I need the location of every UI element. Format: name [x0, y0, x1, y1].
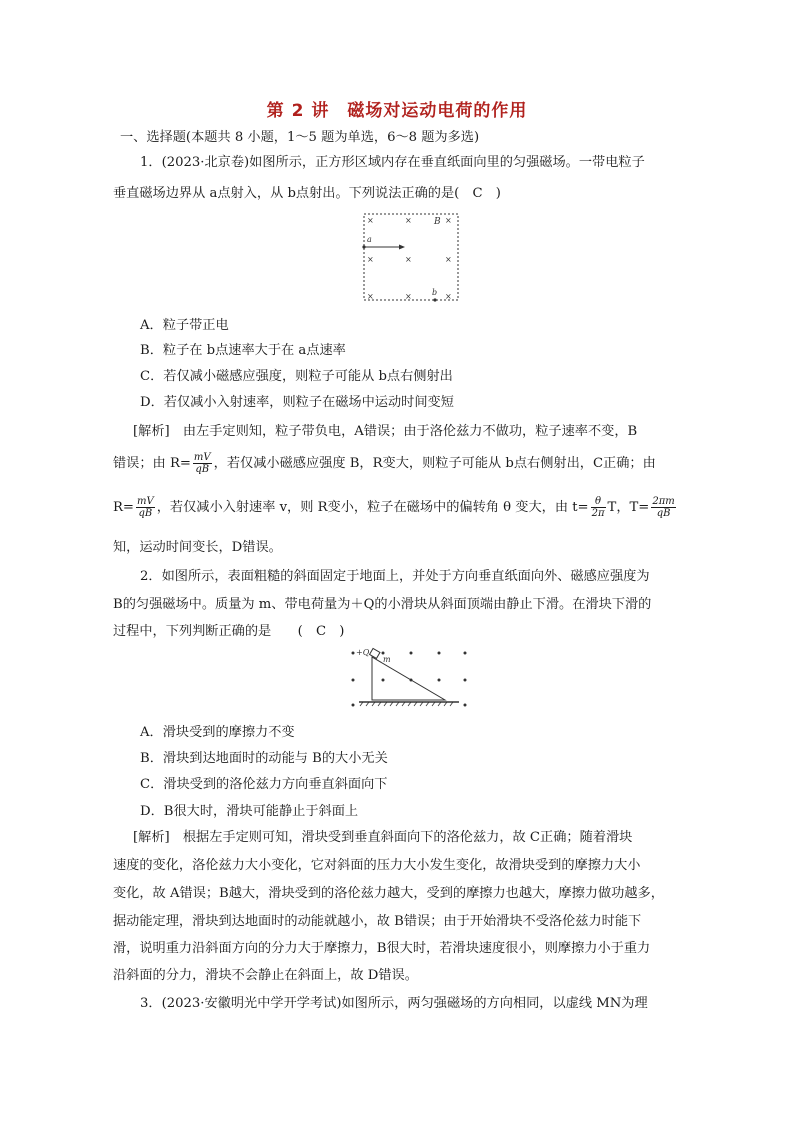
q2-option-a: A．滑块受到的摩擦力不变	[140, 725, 295, 740]
q2-explanation-line-6: 沿斜面的分力，滑块不会静止在斜面上，故 D错误。	[113, 968, 418, 983]
q1-figure	[355, 210, 465, 306]
q2-stem-line-1: 2．如图所示，表面粗糙的斜面固定于地面上，并处于方向垂直纸面向外、磁感应强度为	[140, 569, 650, 584]
charge-label: +Q	[356, 648, 370, 657]
point-b-label: b	[432, 288, 438, 297]
field-cross: ×	[367, 255, 374, 264]
q2-explanation-line-5: 滑，说明重力沿斜面方向的分力大于摩擦力，B很大时，若滑块速度很小，则摩擦力小于重力	[113, 941, 651, 956]
formula-time: $\frac{\theta}{2\pi}$	[591, 496, 605, 519]
q2-explanation-line-1: [解析] 根据左手定则可知，滑块受到垂直斜面向下的洛伦兹力，故 C正确；随着滑块	[133, 830, 633, 845]
q1-exp3-text-a: R=	[113, 500, 134, 515]
q2-option-b: B．滑块到达地面时的动能与 B的大小无关	[140, 751, 388, 766]
field-cross: ×	[445, 216, 452, 225]
q2-explanation-line-4: 据动能定理，滑块到达地面时的动能就越小，故 B错误；由于开始滑块不受洛伦兹力时能下	[113, 914, 642, 929]
field-cross: ×	[405, 292, 412, 301]
q1-exp3-text-c: T，T=	[607, 500, 650, 515]
field-cross: ×	[445, 255, 452, 264]
point-b	[433, 298, 436, 301]
q2-figure	[345, 645, 470, 711]
field-cross: ×	[405, 216, 412, 225]
formula-radius: $\frac{mV}{qB}$	[193, 452, 211, 475]
q2-stem-line-3: 过程中，下列判断正确的是 ( C )	[113, 624, 345, 639]
field-label-b: B	[434, 217, 441, 227]
q1-option-b: B．粒子在 b点速率大于在 a点速率	[140, 343, 346, 358]
q1-exp3-text-b: ，若仅减小入射速率 v，则 R变小，粒子在磁场中的偏转角 θ 变大，由 t=	[156, 500, 589, 515]
q1-option-c: C．若仅减小磁感应强度，则粒子可能从 b点右侧射出	[140, 369, 453, 384]
formula-period: $\frac{2\pi m}{qB}$	[652, 496, 675, 519]
page-title: 第 2 讲 磁场对运动电荷的作用	[266, 101, 528, 121]
q1-option-a: A．粒子带正电	[140, 318, 229, 333]
q1-explanation-line-4: 知，运动时间变长，D错误。	[113, 540, 282, 555]
q1-stem-line-2: 垂直磁场边界从 a点射入，从 b点射出。下列说法正确的是( C )	[113, 186, 501, 201]
q1-explanation-line-3	[113, 496, 678, 519]
slider-block	[370, 648, 380, 658]
field-cross: ×	[367, 292, 374, 301]
q2-option-c: C．滑块受到的洛伦兹力方向垂直斜面向下	[140, 777, 388, 792]
q2-option-d: D．B很大时，滑块可能静止于斜面上	[140, 804, 359, 819]
field-cross: ×	[405, 255, 412, 264]
point-a-label: a	[367, 235, 372, 244]
velocity-arrowhead	[399, 245, 405, 250]
section-heading: 一、选择题(本题共 8 小题，1～5 题为单选，6～8 题为多选)	[120, 130, 480, 145]
field-cross: ×	[445, 292, 452, 301]
q1-explanation-line-1: [解析] 由左手定则知，粒子带负电，A错误；由于洛伦兹力不做功，粒子速率不变，B	[133, 424, 638, 439]
formula-radius-2: $\frac{mV}{qB}$	[136, 496, 154, 519]
mass-label: m	[383, 655, 391, 664]
q2-explanation-line-2: 速度的变化，洛伦兹力大小变化，它对斜面的压力大小发生变化，故滑块受到的摩擦力大小	[113, 858, 641, 873]
q1-explanation-line-2	[113, 452, 656, 475]
q3-stem-line-1: 3．(2023·安徽明光中学开学考试)如图所示，两匀强磁场的方向相同，以虚线 MN为理	[140, 996, 648, 1011]
q1-option-d: D．若仅减小入射速率，则粒子在磁场中运动时间变短	[140, 395, 454, 410]
q1-stem-line-1: 1．(2023·北京卷)如图所示，正方形区域内存在垂直纸面向里的匀强磁场。一带电粒子	[140, 155, 645, 170]
q2-stem-line-2: B的匀强磁场中。质量为 m、带电荷量为＋Q的小滑块从斜面顶端由静止下滑。在滑块下滑的	[113, 597, 652, 612]
q1-exp2-text-b: ，若仅减小磁感应强度 B，R变大，则粒子可能从 b点右侧射出，C正确；由	[213, 456, 656, 471]
q1-exp2-text-a: 错误；由 R=	[113, 456, 191, 471]
field-cross: ×	[367, 216, 374, 225]
q2-explanation-line-3: 变化，故 A错误；B越大，滑块受到的洛伦兹力越大，受到的摩擦力也越大，摩擦力做功越多，	[113, 886, 664, 901]
